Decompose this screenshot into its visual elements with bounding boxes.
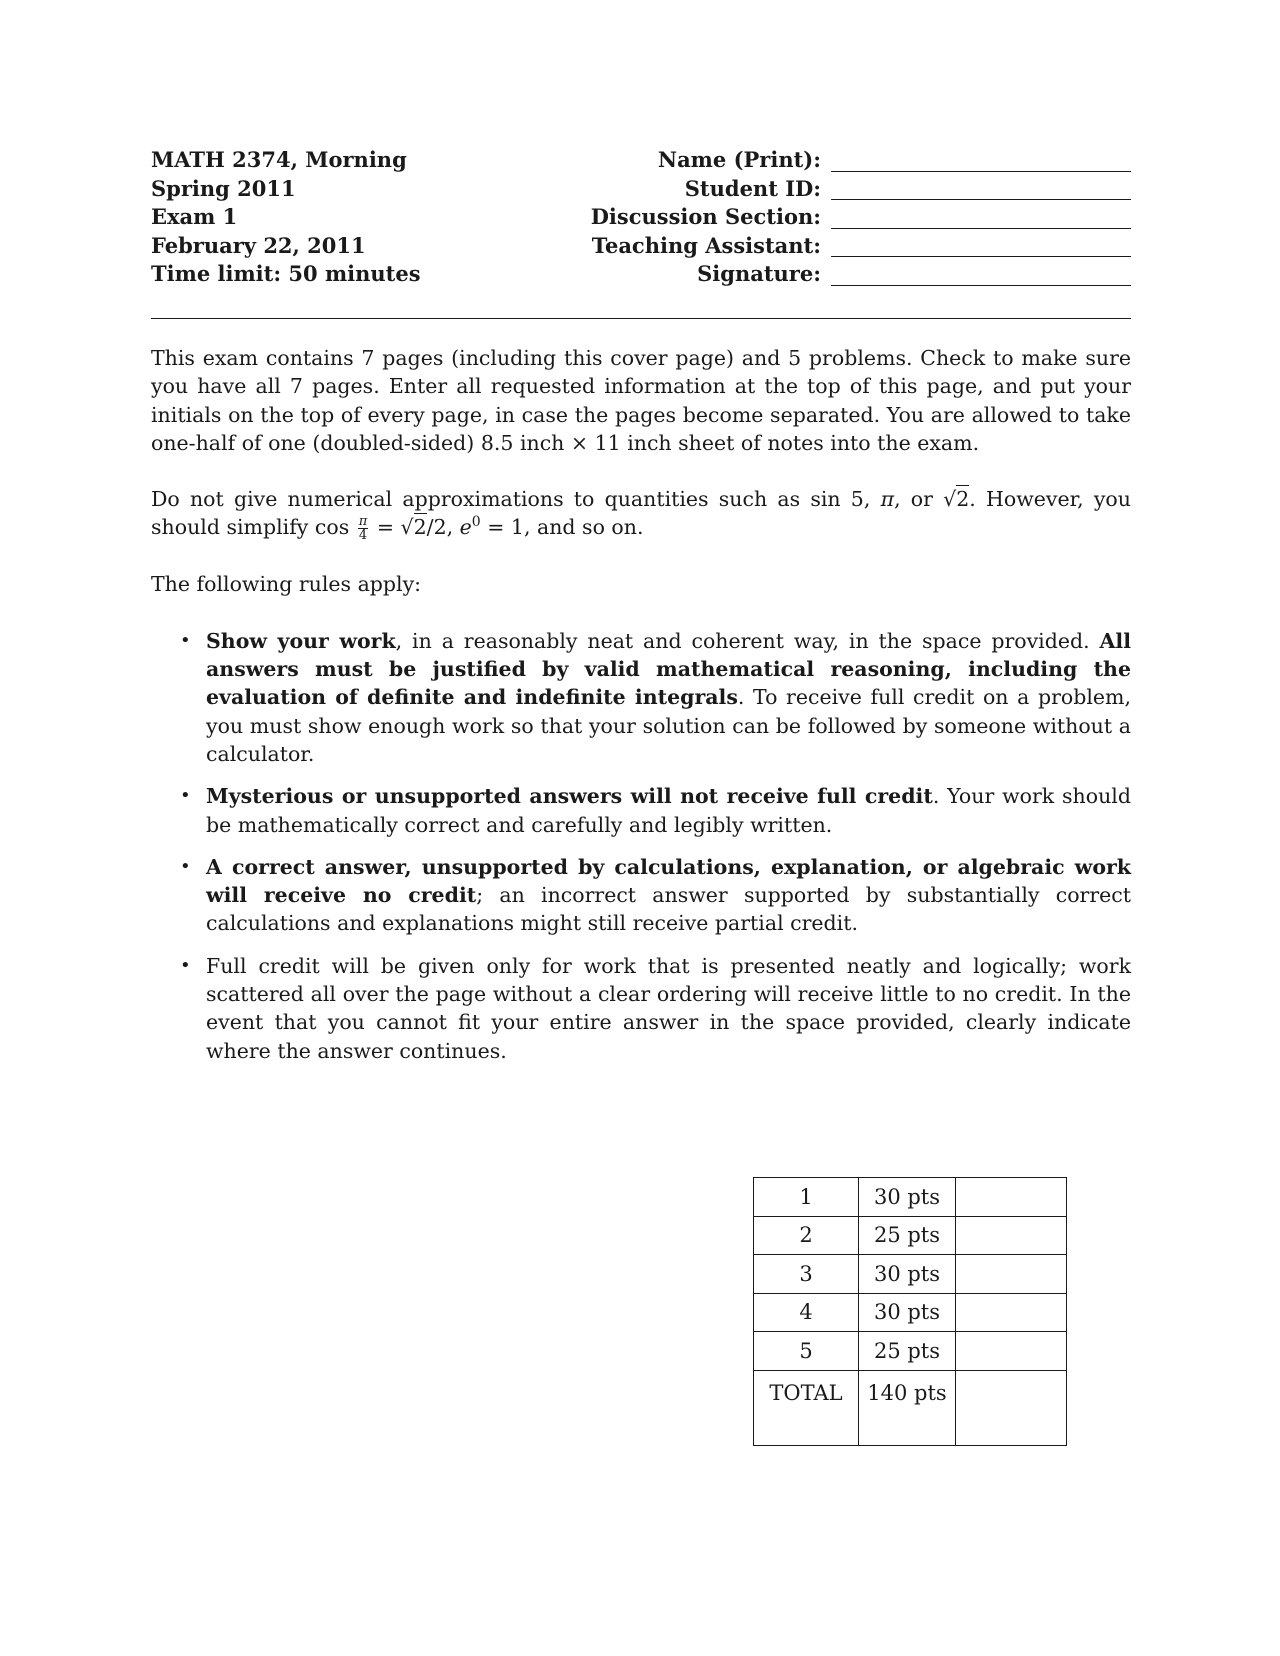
table-row (754, 1293, 1067, 1332)
student-id-field-row (591, 175, 1131, 204)
rule-item (180, 782, 1131, 839)
discussion-section-field-label: Discussion Section: (590, 204, 821, 229)
sqrt-two-simplified-arg: 2 (413, 515, 427, 540)
signature-field-label: Signature: (697, 261, 821, 286)
rule-1-text-1: , in a reasonably neat and coherent way, in the space provided. (395, 628, 1100, 653)
teaching-assistant-field-blank[interactable] (831, 236, 1131, 257)
pi-symbol: π (880, 487, 895, 512)
discussion-section-field-blank[interactable] (831, 208, 1131, 229)
student-info-fields (591, 146, 1131, 289)
fraction-denominator: 4 (358, 528, 368, 544)
problem-points: 25 pts (859, 1332, 956, 1371)
approx-text-3: . However, you should simplify cos (151, 487, 1131, 540)
rule-3-text: ; an incorrect answer supported by substantially correct calculations and explanations might still receive partial credit. (206, 883, 1131, 936)
rule-1-bold-2: All answers must be justified by valid mathematical reasoning, including the evaluation of definite and indefinite integrals (206, 628, 1131, 710)
bullet-icon: • (180, 629, 191, 651)
name-field-label: Name (Print): (657, 147, 821, 172)
score-cell[interactable] (956, 1216, 1067, 1255)
course-term: Spring 2011 (151, 175, 296, 201)
exam-header (151, 146, 1131, 296)
rule-1-bold-1: Show your work (206, 628, 396, 653)
exam-date: February 22, 2011 (151, 232, 366, 258)
rules-list (151, 627, 1131, 1065)
name-field-blank[interactable] (831, 151, 1131, 172)
sqrt-two-arg: 2 (956, 487, 970, 512)
header-divider (151, 318, 1131, 319)
intro-paragraph: This exam contains 7 pages (including this cover page) and 5 problems. Check to make sure you have all 7 pages. Enter all requested information at the top of this page, and put your initials on the top of every page, in case the pages become separated. You are allowed to take one-half of one (doubled-sided) 8.5 inch × 11 inch sheet of notes into the exam. (151, 346, 1131, 455)
problem-number: 5 (754, 1332, 859, 1371)
rules-intro: The following rules apply: (151, 572, 422, 597)
approx-text-1: Do not give numerical approximations to quantities such as sin 5, (151, 487, 881, 512)
teaching-assistant-field-label: Teaching Assistant: (591, 232, 821, 258)
approx-text-2: , or (894, 487, 944, 512)
e-symbol: e (459, 515, 472, 540)
score-cell[interactable] (956, 1293, 1067, 1332)
rule-2-text: . Your work should be mathematically correct and carefully and legibly written. (206, 784, 1131, 837)
problem-number: 2 (754, 1216, 859, 1255)
approx-text-6: = 1, and so on. (480, 515, 644, 540)
rule-2-bold: Mysterious or unsupported answers will not receive full credit (206, 784, 933, 809)
score-cell[interactable] (956, 1332, 1067, 1371)
fraction-numerator: π (358, 514, 368, 530)
problem-number: 4 (754, 1293, 859, 1332)
bullet-icon: • (180, 785, 191, 807)
teaching-assistant-field-row (591, 232, 1131, 261)
sqrt-two: √2 (943, 487, 970, 512)
problem-points: 30 pts (859, 1255, 956, 1294)
total-label: TOTAL (754, 1370, 859, 1445)
approximation-paragraph (151, 485, 1131, 542)
score-cell[interactable] (956, 1255, 1067, 1294)
signature-field-row (591, 260, 1131, 289)
exam-number: Exam 1 (151, 204, 238, 229)
total-score-cell[interactable] (956, 1370, 1067, 1445)
sqrt-two-simplified: √2 (400, 515, 427, 540)
total-points: 140 pts (859, 1370, 956, 1445)
problem-number: 1 (754, 1178, 859, 1217)
problem-points: 25 pts (859, 1216, 956, 1255)
table-row (754, 1216, 1067, 1255)
bullet-icon: • (180, 855, 191, 877)
e-exponent: 0 (471, 514, 481, 531)
table-row (754, 1332, 1067, 1371)
rule-3-bold: A correct answer, unsupported by calculations, explanation, or algebraic work will receive no credit (206, 854, 1131, 908)
pi-over-four-fraction (358, 515, 369, 542)
approx-text-4: = (370, 515, 401, 540)
rule-item (180, 853, 1131, 938)
course-info (151, 146, 421, 289)
total-row (754, 1370, 1067, 1445)
table-row (754, 1178, 1067, 1217)
name-field-row (591, 146, 1131, 175)
approx-text-5: /2, (426, 515, 460, 540)
problem-number: 3 (754, 1255, 859, 1294)
student-id-field-blank[interactable] (831, 179, 1131, 200)
discussion-section-field-row (591, 203, 1131, 232)
rule-1-text-2: . To receive full credit on a problem, you must show enough work so that your solution can be followed by someone without a calculator. (206, 685, 1131, 766)
table-row (754, 1255, 1067, 1294)
rule-item (180, 627, 1131, 768)
score-cell[interactable] (956, 1178, 1067, 1217)
course-name: MATH 2374, Morning (151, 147, 407, 172)
time-limit: Time limit: 50 minutes (151, 261, 421, 286)
bullet-icon: • (180, 954, 191, 976)
problem-points: 30 pts (859, 1293, 956, 1332)
rule-4-text: Full credit will be given only for work that is presented neatly and logically; work scattered all over the page without a clear ordering will receive little to no credit. In the event that you cannot fit your entire answer in the space provided, clearly indicate where the answer continues. (206, 953, 1131, 1063)
exam-cover-page (151, 146, 1131, 296)
signature-field-blank[interactable] (831, 265, 1131, 286)
student-id-field-label: Student ID: (684, 175, 821, 201)
rule-item (180, 952, 1131, 1065)
problem-points: 30 pts (859, 1178, 956, 1217)
points-table (753, 1177, 1067, 1446)
instructions (151, 344, 1131, 1079)
